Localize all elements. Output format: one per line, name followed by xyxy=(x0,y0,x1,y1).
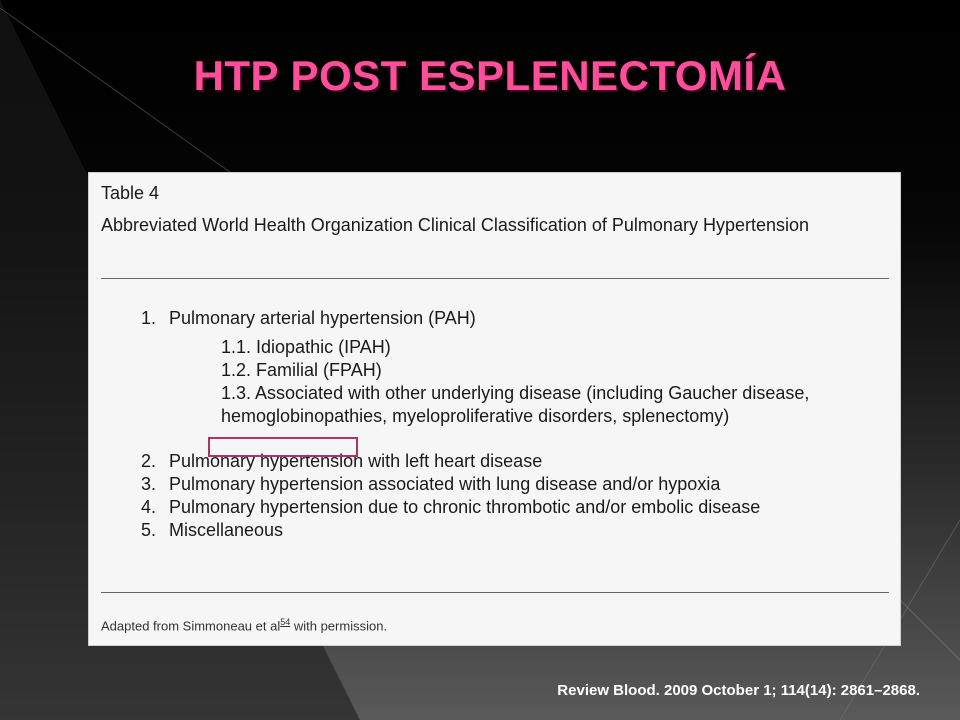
item-number: 3. xyxy=(141,474,157,494)
classification-list xyxy=(141,307,881,542)
list-item xyxy=(141,307,881,330)
table-panel xyxy=(88,172,901,646)
table-caption: Abbreviated World Health Organization Clinical Classification of Pulmonary Hypertension xyxy=(101,215,810,235)
list-item xyxy=(141,496,881,519)
top-rule xyxy=(101,278,889,279)
reference-link[interactable]: 54 xyxy=(280,617,291,627)
item-text: Miscellaneous xyxy=(169,520,284,540)
slide-title: HTP POST ESPLENECTOMÍA xyxy=(193,52,787,99)
item-text: Pulmonary hypertension due to chronic thrombotic and/or embolic disease xyxy=(169,497,761,517)
item-text: Pulmonary hypertension with left heart disease xyxy=(169,451,543,471)
source-citation: Review Blood. 2009 October 1; 114(14): 2861–2868. xyxy=(557,682,920,699)
bottom-rule xyxy=(101,592,889,593)
list-item xyxy=(141,473,881,496)
sub-item: 1.2. Familial (FPAH) xyxy=(221,360,382,380)
table-footnote xyxy=(101,617,387,633)
list-item xyxy=(141,519,881,542)
item-text: Pulmonary arterial hypertension (PAH) xyxy=(169,308,476,328)
footnote-text: Adapted from Simmoneau et al xyxy=(101,618,281,634)
sub-item: 1.3. Associated with other underlying disease (including Gaucher disease, hemoglobinopathies, myeloproliferative disorders, splenectomy) xyxy=(221,383,810,426)
footnote-suffix: with permission. xyxy=(290,618,388,634)
item-number: 1. xyxy=(141,308,157,328)
splenectomy-highlight-box xyxy=(208,437,358,457)
item-number: 2. xyxy=(141,451,157,471)
table-label: Table 4 xyxy=(101,183,160,203)
item-number: 4. xyxy=(141,497,157,517)
item-number: 5. xyxy=(141,520,157,540)
item-text: Pulmonary hypertension associated with lung disease and/or hypoxia xyxy=(169,474,721,494)
sub-item: 1.1. Idiopathic (IPAH) xyxy=(221,337,391,357)
